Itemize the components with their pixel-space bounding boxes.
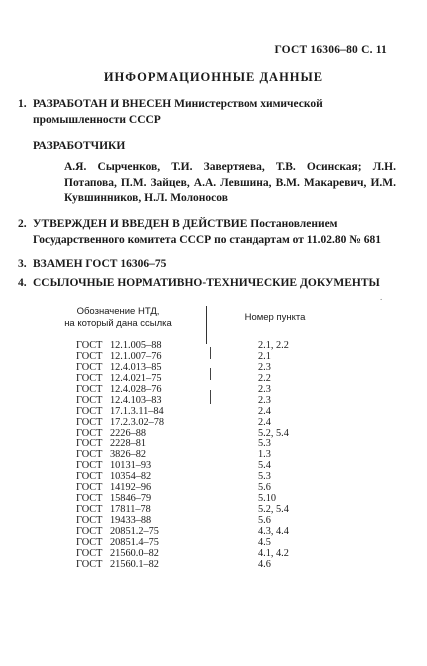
table-row [0,396,427,407]
row-prefix: ГОСТ [76,515,103,526]
row-item: 5.2, 5.4 [258,427,289,439]
table-row [0,352,427,363]
table-row [0,538,427,549]
section-1-number: 1. [18,98,27,110]
section-2-text: УТВЕРЖДЕН И ВВЕДЕН В ДЕЙСТВИЕ Постановлением Государственного комитета СССР по стандартам от 11.02.80 № 681 [33,218,381,246]
column-tick [210,390,211,404]
table-row [0,341,427,352]
column-divider [206,306,207,344]
row-document: 19433–88 [110,515,152,526]
section-3-number: 3. [18,258,27,270]
section-1-text: РАЗРАБОТАН И ВНЕСЕН Министерством химической промышленности СССР [33,98,323,126]
table-row [0,505,427,516]
row-item: 2.3 [258,383,271,395]
row-prefix: ГОСТ [76,525,103,537]
table-row [0,560,427,571]
row-item: 2.3 [258,394,271,406]
row-document: 21560.1–82 [110,558,159,570]
column-tick [210,368,211,380]
row-item: 2.2 [258,372,271,384]
section-1 [18,97,398,128]
table-row [0,429,427,440]
row-document: 12.4.103–83 [110,394,162,406]
table-row [0,549,427,560]
developers-list: А.Я. Сырченков, Т.И. Завертяева, Т.В. Осинская; Л.Н. Потапова, П.М. Зайцев, А.А. Левшина, В.М. Макаревич, И.М. Кувшинников, Н.Л. Молоносов [64,161,396,204]
row-prefix: ГОСТ [76,372,103,384]
row-item: 2.4 [258,405,271,417]
row-item: 2.1, 2.2 [258,340,289,351]
scan-mark: . [380,292,383,302]
section-4 [18,276,398,292]
row-document: 15846–79 [110,493,152,505]
row-prefix: ГОСТ [76,394,103,406]
table-row [0,450,427,461]
column-header-document-line1: Обозначение НТД, [76,306,160,317]
row-document: 12.1.005–88 [110,340,162,351]
section-3 [18,257,398,273]
table-row [0,461,427,472]
table-row [0,418,427,429]
row-prefix: ГОСТ [76,504,103,516]
row-item: 4.5 [258,536,271,548]
row-item: 5.10 [258,493,277,505]
section-4-text: ССЫЛОЧНЫЕ НОРМАТИВНО-ТЕХНИЧЕСКИЕ ДОКУМЕНТЫ [33,277,380,289]
row-prefix: ГОСТ [76,383,103,395]
row-item: 5.2, 5.4 [258,504,289,516]
row-item: 5.3 [258,471,271,483]
column-header-document-line2: на который дана ссылка [64,318,172,329]
section-2 [18,217,398,248]
section-3-text: ВЗАМЕН ГОСТ 16306–75 [33,258,167,270]
row-item: 2.1 [258,350,271,362]
table-row [0,363,427,374]
row-document: 17811–78 [110,504,151,516]
row-prefix: ГОСТ [76,547,103,559]
row-document: 17.1.3.11–84 [110,405,164,417]
page-header-ref: ГОСТ 16306–80 С. 11 [274,44,387,56]
row-document: 10354–82 [110,471,152,483]
row-prefix: ГОСТ [76,361,103,373]
row-item: 1.3 [258,449,271,461]
row-prefix: ГОСТ [76,482,103,494]
row-document: 10131–93 [110,460,152,472]
table-row [0,472,427,483]
row-document: 14192–96 [110,482,152,494]
row-item: 2.3 [258,361,271,373]
row-prefix: ГОСТ [76,536,103,548]
column-header-document [58,306,178,330]
row-prefix: ГОСТ [76,340,103,351]
reference-table-rows [0,341,427,571]
row-item: 4.1, 4.2 [258,547,289,559]
row-item: 5.3 [258,438,271,450]
section-4-number: 4. [18,277,27,289]
row-item: 5.6 [258,482,271,494]
row-document: 20851.4–75 [110,536,159,548]
table-row [0,483,427,494]
section-2-number: 2. [18,218,27,230]
table-row [0,385,427,396]
row-item: 2.4 [258,416,271,428]
row-prefix: ГОСТ [76,471,103,483]
row-document: 21560.0–82 [110,547,159,559]
table-row [0,374,427,385]
row-document: 17.2.3.02–78 [110,416,165,428]
row-prefix: ГОСТ [76,493,103,505]
row-document: 2226–88 [110,427,147,439]
row-document: 20851.2–75 [110,525,159,537]
row-document: 2228–81 [110,438,147,450]
column-header-item: Номер пункта [244,312,306,323]
row-item: 4.3, 4.4 [258,525,289,537]
row-prefix: ГОСТ [76,416,103,428]
developers-heading: РАЗРАБОТЧИКИ [33,140,126,152]
row-prefix: ГОСТ [76,438,103,450]
row-document: 12.4.028–76 [110,383,162,395]
row-document: 12.4.013–85 [110,361,162,373]
column-tick [210,347,211,359]
table-row [0,527,427,538]
row-prefix: ГОСТ [76,405,103,417]
row-prefix: ГОСТ [76,449,103,461]
table-row [0,516,427,527]
row-prefix: ГОСТ [76,427,103,439]
row-prefix: ГОСТ [76,558,103,570]
table-row [0,494,427,505]
table-row [0,407,427,418]
row-item: 5.4 [258,460,271,472]
row-prefix: ГОСТ [76,350,103,362]
row-item: 5.6 [258,515,271,526]
row-document: 3826–82 [110,449,147,461]
row-document: 12.4.021–75 [110,372,162,384]
row-document: 12.1.007–76 [110,350,162,362]
table-row [0,439,427,450]
row-prefix: ГОСТ [76,460,103,472]
page-title: ИНФОРМАЦИОННЫЕ ДАННЫЕ [103,70,324,84]
row-item: 4.6 [258,558,271,570]
